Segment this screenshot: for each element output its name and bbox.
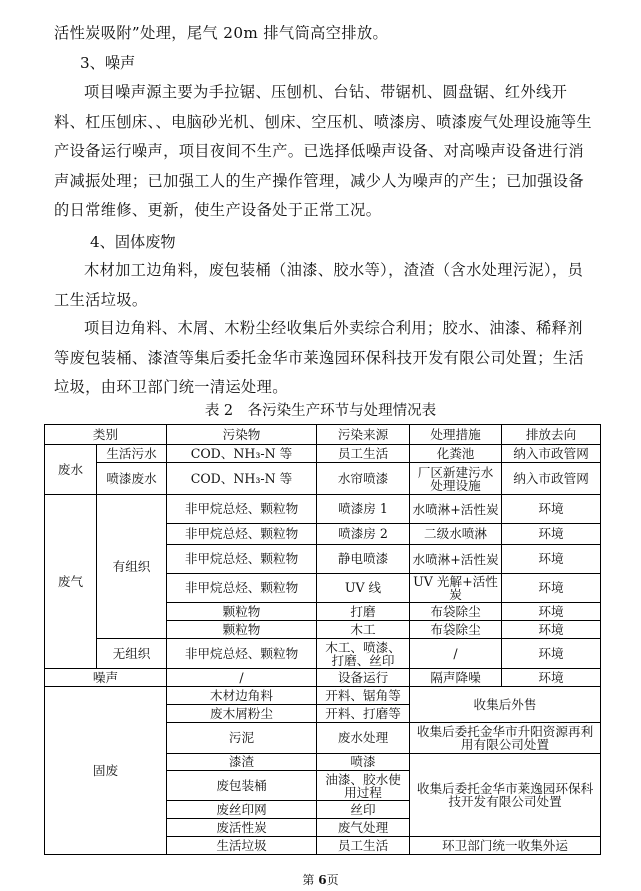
cell-pollutant: COD、NH₃-N 等 (167, 445, 317, 463)
cell-pollutant: 废木屑粉尘 (167, 705, 317, 723)
cell-disposal: 收集后委托金华市莱逸园环保科技开发有限公司处置 (410, 754, 601, 837)
cell-pollutant: 非甲烷总烃、颗粒物 (167, 574, 317, 603)
cell-destination: 环境 (502, 495, 601, 524)
cell-disposal: 收集后外售 (410, 687, 601, 723)
pollution-table (44, 424, 601, 855)
header-destination: 排放去向 (502, 425, 601, 445)
category-solid-waste: 固废 (45, 687, 167, 855)
cell-source: 开料、锯角等 (317, 687, 410, 705)
paragraph-intro-end: 活性炭吸附”处理，尾气 20m 排气筒高空排放。 (54, 24, 389, 42)
cell-source: 丝印 (317, 801, 410, 819)
page-prefix: 第 (302, 873, 319, 887)
page-number: 6 (318, 873, 327, 887)
cell-measure: 厂区新建污水处理设施 (410, 463, 502, 495)
cell-source: 打磨 (317, 603, 410, 621)
cell-pollutant: 非甲烷总烃、颗粒物 (167, 524, 317, 545)
cell-destination: 环境 (502, 621, 601, 639)
paragraph-solid-waste-types: 木材加工边角料，废包装桶（油漆、胶水等），渣渣（含水处理污泥），员工生活垃圾。 (54, 261, 584, 309)
header-source: 污染来源 (317, 425, 410, 445)
cell-measure: 二级水喷淋 (410, 524, 502, 545)
cell-pollutant: 非甲烷总烃、颗粒物 (167, 545, 317, 574)
cell-destination: 环境 (502, 639, 601, 669)
cell-pollutant: / (167, 669, 317, 687)
cell-pollutant: 木材边角料 (167, 687, 317, 705)
table-row (45, 445, 601, 463)
cell-measure: 布袋除尘 (410, 603, 502, 621)
cell-pollutant: 废包装桶 (167, 771, 317, 801)
cell-destination: 纳入市政管网 (502, 445, 601, 463)
cell-source: UV 线 (317, 574, 410, 603)
category-wastewater: 废水 (45, 445, 97, 495)
page-suffix: 页 (326, 873, 339, 887)
cell-source: 木工、喷漆、打磨、丝印 (317, 639, 410, 669)
cell-source: 设备运行 (317, 669, 410, 687)
cell-disposal: 收集后委托金华市升阳资源再利用有限公司处置 (410, 723, 601, 754)
section-heading-solid-waste: 4、固体废物 (90, 233, 176, 251)
cell-destination: 环境 (502, 545, 601, 574)
cell-source: 喷漆 (317, 754, 410, 771)
cell-source: 木工 (317, 621, 410, 639)
table-header-row (45, 425, 601, 445)
cell-destination: 环境 (502, 669, 601, 687)
cell-measure: 水喷淋+活性炭 (410, 495, 502, 524)
cell-source: 水帘喷漆 (317, 463, 410, 495)
cell-pollutant: 颗粒物 (167, 603, 317, 621)
cell-pollutant: 漆渣 (167, 754, 317, 771)
table-row (45, 463, 601, 495)
cell-destination: 环境 (502, 574, 601, 603)
cell-pollutant: 颗粒物 (167, 621, 317, 639)
category-waste-gas: 废气 (45, 495, 97, 669)
table-row (45, 639, 601, 669)
cell-source: 喷漆房 1 (317, 495, 410, 524)
cell-source: 员工生活 (317, 837, 410, 855)
cell-pollutant: 生活垃圾 (167, 837, 317, 855)
cell-source: 废气处理 (317, 819, 410, 837)
table-caption: 表 2 各污染生产环节与处理情况表 (204, 403, 437, 419)
cell-pollutant: 污泥 (167, 723, 317, 754)
cell-pollutant: 废活性炭 (167, 819, 317, 837)
paragraph-noise: 项目噪声源主要为手拉锯、压刨机、台钻、带锯机、圆盘锯、红外线开料、杠压刨床、、电脑砂光机、刨床、空压机、喷漆房、喷漆废气处理设施等生产设备运行噪声，项目夜间不生产。已选择低噪声设备、对高噪声设备进行消声减振处理；已加强工人的生产操作管理，减少人为噪声的产生；已加强设备的日常维修、更新，使生产设备处于正常工况。 (54, 83, 592, 220)
cell-destination: 环境 (502, 603, 601, 621)
subcategory-organized: 有组织 (97, 495, 167, 639)
cell-source: 开料、打磨等 (317, 705, 410, 723)
cell-type: 喷漆废水 (97, 463, 167, 495)
cell-source: 员工生活 (317, 445, 410, 463)
cell-pollutant: 废丝印网 (167, 801, 317, 819)
table-row (45, 669, 601, 687)
page-footer (0, 871, 641, 888)
cell-measure: / (410, 639, 502, 669)
cell-disposal: 环卫部门统一收集外运 (410, 837, 601, 855)
subcategory-unorganized: 无组织 (97, 639, 167, 669)
cell-type: 生活污水 (97, 445, 167, 463)
header-pollutant: 污染物 (167, 425, 317, 445)
cell-measure: UV 光解+活性炭 (410, 574, 502, 603)
cell-pollutant: COD、NH₃-N 等 (167, 463, 317, 495)
cell-pollutant: 非甲烷总烃、颗粒物 (167, 639, 317, 669)
table-row (45, 495, 601, 524)
table-row (45, 687, 601, 705)
cell-source: 废水处理 (317, 723, 410, 754)
header-measure: 处理措施 (410, 425, 502, 445)
cell-pollutant: 非甲烷总烃、颗粒物 (167, 495, 317, 524)
cell-source: 油漆、胶水使用过程 (317, 771, 410, 801)
cell-measure: 水喷淋+活性炭 (410, 545, 502, 574)
cell-destination: 环境 (502, 524, 601, 545)
cell-source: 喷漆房 2 (317, 524, 410, 545)
section-heading-noise: 3、噪声 (80, 54, 136, 72)
cell-destination: 纳入市政管网 (502, 463, 601, 495)
cell-measure: 布袋除尘 (410, 621, 502, 639)
cell-measure: 隔声降噪 (410, 669, 502, 687)
paragraph-solid-waste-handling: 项目边角料、木屑、木粉尘经收集后外卖综合利用；胶水、油漆、稀释剂等废包装桶、漆渣等集后委托金华市莱逸园环保科技开发有限公司处置；生活垃圾，由环卫部门统一清运处理。 (54, 319, 584, 397)
category-noise: 噪声 (45, 669, 167, 687)
header-category: 类别 (45, 425, 167, 445)
cell-source: 静电喷漆 (317, 545, 410, 574)
cell-measure: 化粪池 (410, 445, 502, 463)
